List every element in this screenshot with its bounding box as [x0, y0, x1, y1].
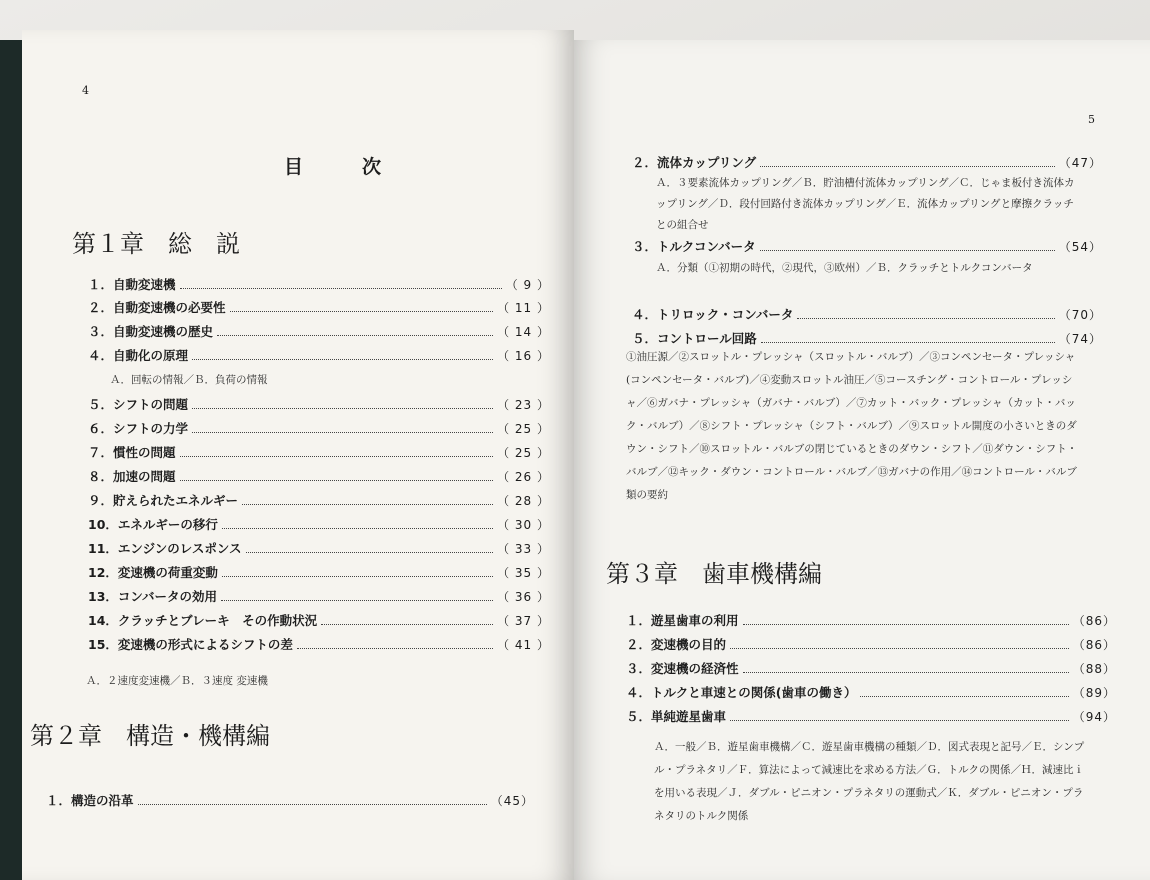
toc-entry-page: （ 11 ） — [497, 300, 550, 315]
dot-leader — [138, 804, 487, 805]
toc-entry-label: １．構造の沿革 — [46, 793, 134, 808]
toc-entry — [88, 274, 550, 294]
subtopics-entry-4: Ａ．回転の情報／Ｂ．負荷の情報 — [110, 374, 268, 386]
dot-leader — [730, 720, 1069, 721]
toc-entry-label: ３．トルクコンバータ — [632, 239, 756, 254]
toc-entry-page: （ 14 ） — [497, 324, 550, 339]
toc-entry — [46, 790, 534, 810]
toc-entry-label: ５．コントロール回路 — [632, 331, 757, 346]
toc-entry-label: ７．慣性の問題 — [88, 445, 176, 460]
subtopics-entry-5: ①油圧源／②スロットル・プレッシャ（スロットル・バルブ）／③コンペンセータ・プレッシャ(コンペンセータ・バルブ)／④変動スロットル油圧／⑤コースチング・コントロール・プレッシャ／⑥ガバナ・プレッシャ（ガバナ・バルブ）／⑦カット・バック・プレッシャ（カット・バック・バルブ）／⑧シフト・プレッシャ（シフト・バルブ）／⑨スロットル開度の小さいときのダウン・シフト／⑩スロットル・バルブの閉じているときのダウン・シフト／⑪ダウン・シフト・バルブ／⑫キック・ダウン・コントロール・バルブ／⑬ガバナの作用／⑭コントロール・バルブ類の要約 — [626, 351, 1078, 501]
toc-entry-page: （70） — [1058, 307, 1102, 322]
toc-entry — [632, 152, 1102, 172]
subtopics-entry-3: Ａ．分類（①初期の時代，②現代，③欧州）／Ｂ．クラッチとトルクコンバータ — [656, 262, 1033, 274]
page-number-right: 5 — [1088, 113, 1095, 126]
toc-entry — [626, 706, 1116, 726]
subtopics-entry-15: Ａ．２速度変速機／Ｂ．３速度 変速機 — [86, 675, 268, 687]
toc-entry-page: （ 36 ） — [497, 589, 550, 604]
toc-entry — [632, 304, 1102, 324]
dot-leader — [730, 648, 1069, 649]
toc-entry — [88, 562, 550, 582]
toc-entry-page: （ 23 ） — [497, 397, 550, 412]
toc-entry-label: ４．トリロック・コンバータ — [632, 307, 794, 322]
toc-entry — [88, 345, 550, 365]
dot-leader — [230, 311, 494, 312]
toc-entry — [88, 466, 550, 486]
toc-entry — [88, 297, 550, 317]
toc-entry-page: （86） — [1072, 637, 1116, 652]
dot-leader — [321, 624, 493, 625]
dot-leader — [760, 250, 1055, 251]
toc-entry-label: 11．エンジンのレスポンス — [88, 541, 242, 556]
toc-entry — [88, 490, 550, 510]
toc-entry — [632, 236, 1102, 256]
toc-entry-label: ２．変速機の目的 — [626, 637, 727, 652]
chapter-3-title: 第３章 歯車機構編 — [606, 560, 822, 588]
toc-entry — [88, 442, 550, 462]
toc-entry-page: （54） — [1058, 239, 1102, 254]
dot-leader — [246, 552, 494, 553]
toc-entry — [88, 514, 550, 534]
chapter-2-title: 第２章 構造・機構編 — [30, 722, 270, 750]
dot-leader — [180, 456, 494, 457]
toc-entry-label: ８．加速の問題 — [88, 469, 176, 484]
dot-leader — [242, 504, 493, 505]
toc-entry-page: （ 16 ） — [497, 348, 550, 363]
toc-entry — [626, 682, 1116, 702]
toc-entry-page: （ 33 ） — [497, 541, 550, 556]
toc-entry-label: ６．シフトの力学 — [88, 421, 189, 436]
dot-leader — [761, 342, 1055, 343]
dot-leader — [743, 672, 1069, 673]
toc-entry-label: ９．貯えられたエネルギー — [88, 493, 239, 508]
toc-entry — [88, 610, 550, 630]
toc-entry-label: 15．変速機の形式によるシフトの差 — [88, 637, 293, 652]
toc-entry-page: （ 25 ） — [497, 421, 550, 436]
toc-entry-page: （86） — [1072, 613, 1116, 628]
dot-leader — [860, 696, 1068, 697]
subtopics-entry-2: Ａ．３要素流体カップリング／Ｂ．貯油槽付流体カップリング／Ｃ．じゃま板付き流体カップリング／Ｄ．段付回路付き流体カップリング／Ｅ．流体カップリングと摩擦クラッチとの組合せ — [656, 177, 1075, 231]
subtopics-chapter-3-entry-5: Ａ．一般／Ｂ．遊星歯車機構／Ｃ．遊星歯車機構の種類／Ｄ．図式表現と記号／Ｅ．シンプル・プラネタリ／Ｆ．算法によって減速比を求める方法／Ｇ．トルクの関係／Ｈ．減速比ｉを用いる表現／Ｊ．ダブル・ピニオン・プラネタリの運動式／Ｋ．ダブル・ピニオン・プラネタリのトルク関係 — [654, 741, 1085, 822]
toc-entry-page: （88） — [1072, 661, 1116, 676]
toc-entry-label: 13．コンバータの効用 — [88, 589, 218, 604]
dot-leader — [222, 576, 493, 577]
toc-entry — [626, 610, 1116, 630]
toc-entry-page: （94） — [1072, 709, 1116, 724]
toc-entry — [88, 418, 550, 438]
toc-entry-label: ３．自動変速機の歴史 — [88, 324, 214, 339]
toc-entry-label: １．自動変速機 — [88, 277, 176, 292]
toc-entry — [88, 538, 550, 558]
toc-entry-page: （ 28 ） — [497, 493, 550, 508]
toc-entry — [88, 586, 550, 606]
toc-entry-label: ５．単純遊星歯車 — [626, 709, 727, 724]
toc-entry — [88, 634, 550, 654]
toc-entry-page: （ 9 ） — [505, 277, 550, 292]
dot-leader — [760, 166, 1055, 167]
right-page — [574, 40, 1150, 880]
toc-entry-label: 12．変速機の荷重変動 — [88, 565, 218, 580]
dot-leader — [180, 288, 502, 289]
toc-entry-page: （ 41 ） — [497, 637, 550, 652]
toc-entry-page: （ 30 ） — [497, 517, 550, 532]
toc-entry — [88, 321, 550, 341]
dot-leader — [743, 624, 1069, 625]
toc-entry-label: ４．自動化の原理 — [88, 348, 189, 363]
toc-entry-page: （74） — [1058, 331, 1102, 346]
toc-entry — [626, 634, 1116, 654]
toc-entry-page: （47） — [1058, 155, 1102, 170]
toc-entry-label: ２．自動変速機の必要性 — [88, 300, 226, 315]
toc-entry-label: ５．シフトの問題 — [88, 397, 189, 412]
toc-entry — [632, 328, 1102, 348]
toc-entry-page: （ 37 ） — [497, 613, 550, 628]
toc-entry-page: （ 35 ） — [497, 565, 550, 580]
page-number-left: 4 — [82, 84, 89, 97]
chapter-1-title: 第１章 総 説 — [72, 230, 240, 258]
dot-leader — [192, 408, 493, 409]
toc-entry-page: （45） — [490, 793, 534, 808]
toc-entry-page: （89） — [1072, 685, 1116, 700]
dot-leader — [217, 335, 493, 336]
left-page — [22, 30, 574, 880]
toc-entry-label: 14．クラッチとブレーキ その作動状況 — [88, 613, 318, 628]
dot-leader — [222, 528, 493, 529]
toc-entry-label: ４．トルクと車速との関係(歯車の働き） — [626, 685, 857, 700]
dot-leader — [192, 359, 493, 360]
toc-entry — [88, 394, 550, 414]
toc-title: 目 次 — [284, 156, 402, 178]
dot-leader — [797, 318, 1054, 319]
toc-entry-page: （ 25 ） — [497, 445, 550, 460]
toc-entry-label: １．遊星歯車の利用 — [626, 613, 739, 628]
toc-entry — [626, 658, 1116, 678]
dot-leader — [297, 648, 493, 649]
toc-entry-page: （ 26 ） — [497, 469, 550, 484]
dot-leader — [221, 600, 493, 601]
dot-leader — [180, 480, 494, 481]
dot-leader — [192, 432, 493, 433]
toc-entry-label: ３．変速機の経済性 — [626, 661, 739, 676]
toc-entry-label: 10．エネルギーの移行 — [88, 517, 218, 532]
toc-entry-label: ２．流体カップリング — [632, 155, 757, 170]
